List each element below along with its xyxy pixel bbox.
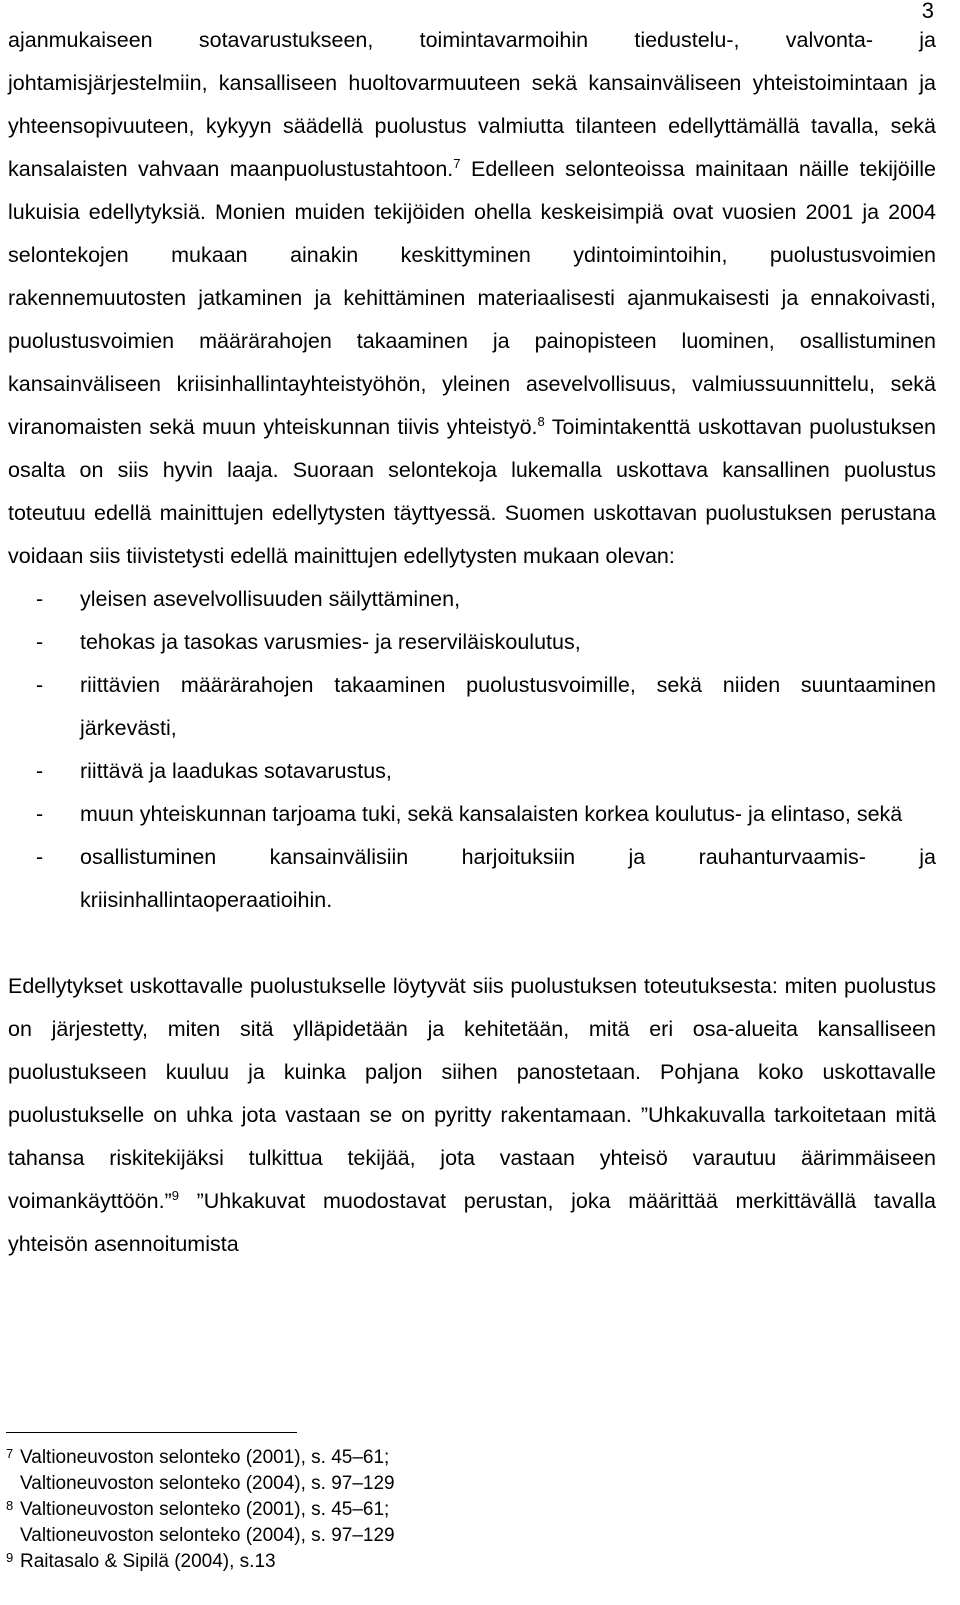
list-dash: - <box>36 802 44 826</box>
footnote-text: Raitasalo & Sipilä (2004), s.13 <box>20 1551 276 1572</box>
list-dash: - <box>36 759 44 783</box>
footnote-number: 8 <box>6 1498 14 1513</box>
footnote-ref[interactable]: 7 <box>453 155 461 171</box>
list-item <box>8 750 936 793</box>
footnote <box>6 1497 936 1549</box>
list-item <box>8 621 936 664</box>
list-dash: - <box>36 587 44 611</box>
list-item-text: tehokas ja tasokas varusmies- ja reserviläiskoulutus, <box>80 630 581 654</box>
footnote-number: 7 <box>6 1446 14 1461</box>
paragraph <box>8 965 936 1266</box>
footnote-text: Valtioneuvoston selonteko (2004), s. 97–129 <box>20 1473 395 1494</box>
footnote <box>6 1549 936 1575</box>
list-item-text: riittävä ja laadukas sotavarustus, <box>80 759 392 783</box>
requirements-list <box>8 578 936 922</box>
document-body <box>8 19 936 1266</box>
footnote-ref[interactable]: 9 <box>171 1187 179 1203</box>
footnote-number: 9 <box>6 1550 14 1565</box>
list-item <box>8 578 936 621</box>
list-item-text: osallistuminen kansainvälisiin harjoituksiin ja rauhanturvaamis- ja kriisinhallintaoperaatioihin. <box>80 845 936 912</box>
paragraph-text: Toimintakenttä uskottavan puolustuksen osalta on siis hyvin laaja. Suoraan selontekoja lukemalla uskottava kansallinen puolustus toteutuu edellä mainittujen edellytysten täyttyessä. Suomen uskottavan puolustuksen perustana voidaan siis tiivistetysti edellä mainittujen edellytysten mukaan olevan: <box>8 415 936 568</box>
footnote <box>6 1445 936 1497</box>
paragraph-text: ”Uhkakuvat muodostavat perustan, joka määrittää merkittävällä tavalla yhteisön asennoitumista <box>8 1189 936 1256</box>
list-dash: - <box>36 845 44 869</box>
footnote-text: Valtioneuvoston selonteko (2001), s. 45–61; <box>20 1499 390 1520</box>
paragraph-text: Edellytykset uskottavalle puolustukselle löytyvät siis puolustuksen toteutuksesta: miten puolustus on järjestetty, miten sitä ylläpidetään ja kehitetään, mitä eri osa-alueita kansalliseen puolustukseen kuuluu ja kuinka paljon siihen panostetaan. Pohjana koko uskottavalle puolustukselle on uhka jota vastaan se on pyritty rakentamaan. ”Uhkakuvalla tarkoitetaan mitä tahansa riskitekijäksi tulkittua tekijää, jota vastaan yhteisö varautuu äärimmäiseen voimankäyttöön.” <box>8 974 936 1213</box>
footnote-text: Valtioneuvoston selonteko (2004), s. 97–129 <box>20 1525 395 1546</box>
list-item <box>8 793 936 836</box>
list-item-text: riittävien määrärahojen takaaminen puolustusvoimille, sekä niiden suuntaaminen järkevästi, <box>80 673 936 740</box>
footnote-ref[interactable]: 8 <box>537 413 545 429</box>
list-item-text: yleisen asevelvollisuuden säilyttäminen, <box>80 587 461 611</box>
list-item <box>8 836 936 922</box>
page-number: 3 <box>921 0 934 23</box>
list-item-text: muun yhteiskunnan tarjoama tuki, sekä kansalaisten korkea koulutus- ja elintaso, sekä <box>80 802 903 826</box>
footnote-text: Valtioneuvoston selonteko (2001), s. 45–61; <box>20 1447 390 1468</box>
list-dash: - <box>36 673 44 697</box>
footnotes <box>6 1432 936 1575</box>
footnote-divider <box>6 1432 297 1433</box>
list-dash: - <box>36 630 44 654</box>
paragraph <box>8 19 936 578</box>
paragraph-text: ajanmukaiseen sotavarustukseen, toimintavarmoihin tiedustelu-, valvonta- ja johtamisjärjestelmiin, kansalliseen huoltovarmuuteen sekä kansainväliseen yhteistoimintaan ja yhteensopivuuteen, kykyyn säädellä puolustus valmiutta tilanteen edellyttämällä tavalla, sekä kansalaisten vahvaan maanpuolustustahtoon. <box>8 28 936 181</box>
list-item <box>8 664 936 750</box>
paragraph-text: Edelleen selonteoissa mainitaan näille tekijöille lukuisia edellytyksiä. Monien muiden tekijöiden ohella keskeisimpiä ovat vuosien 2001 ja 2004 selontekojen mukaan ainakin keskittyminen ydintoimintoihin, puolustusvoimien rakennemuutosten jatkaminen ja kehittäminen materiaalisesti ajanmukaisesti ja ennakoivasti, puolustusvoimien määrärahojen takaaminen ja painopisteen luominen, osallistuminen kansainväliseen kriisinhallintayhteistyöhön, yleinen asevelvollisuus, valmiussuunnittelu, sekä viranomaisten sekä muun yhteiskunnan tiivis yhteistyö. <box>8 157 936 439</box>
paragraph-spacer <box>8 922 936 965</box>
